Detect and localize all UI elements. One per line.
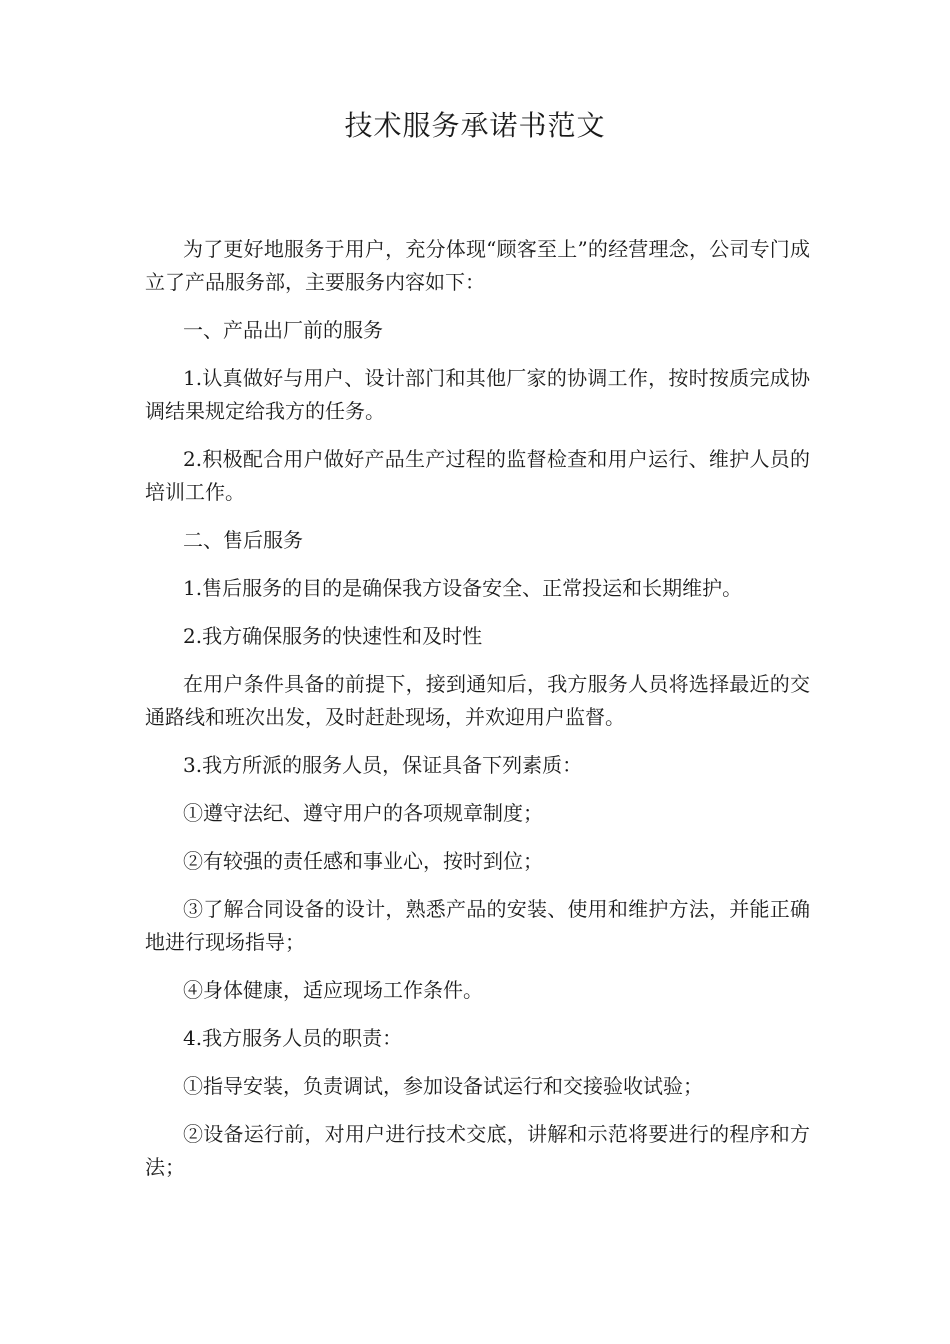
paragraph-item: ①遵守法纪、遵守用户的各项规章制度； <box>183 801 543 825</box>
paragraph-item: ②设备运行前，对用户进行技术交底，讲解和示范将要进行的程序和方法； <box>145 1122 810 1179</box>
paragraph-item: 1.认真做好与用户、设计部门和其他厂家的协调工作，按时按质完成协调结果规定给我方的任务。 <box>145 366 810 423</box>
paragraph-item: 4.我方服务人员的职责： <box>183 1026 403 1050</box>
paragraph-item: ③了解合同设备的设计，熟悉产品的安装、使用和维护方法，并能正确地进行现场指导； <box>145 897 810 954</box>
document-body <box>145 233 810 1199</box>
paragraph-item: 3.我方所派的服务人员，保证具备下列素质： <box>183 753 583 777</box>
paragraph-item: ②有较强的责任感和事业心，按时到位； <box>183 849 543 873</box>
paragraph-item: ①指导安装，负责调试，参加设备试运行和交接验收试验； <box>183 1074 703 1098</box>
paragraph-item: 1.售后服务的目的是确保我方设备安全、正常投运和长期维护。 <box>183 576 743 600</box>
paragraph-item: 在用户条件具备的前提下，接到通知后，我方服务人员将选择最近的交通路线和班次出发，及时赶赴现场，并欢迎用户监督。 <box>145 672 810 729</box>
paragraph-item: 2.积极配合用户做好产品生产过程的监督检查和用户运行、维护人员的培训工作。 <box>145 447 810 504</box>
section-heading-after-sales: 二、售后服务 <box>183 528 303 552</box>
paragraph-intro: 为了更好地服务于用户，充分体现“顾客至上”的经营理念，公司专门成立了产品服务部，主要服务内容如下： <box>145 237 810 294</box>
paragraph-item: 2.我方确保服务的快速性和及时性 <box>183 624 483 648</box>
paragraph-item: ④身体健康，适应现场工作条件。 <box>183 978 483 1002</box>
document-title: 技术服务承诺书范文 <box>344 109 606 142</box>
section-heading-pre-shipment: 一、产品出厂前的服务 <box>183 318 383 342</box>
